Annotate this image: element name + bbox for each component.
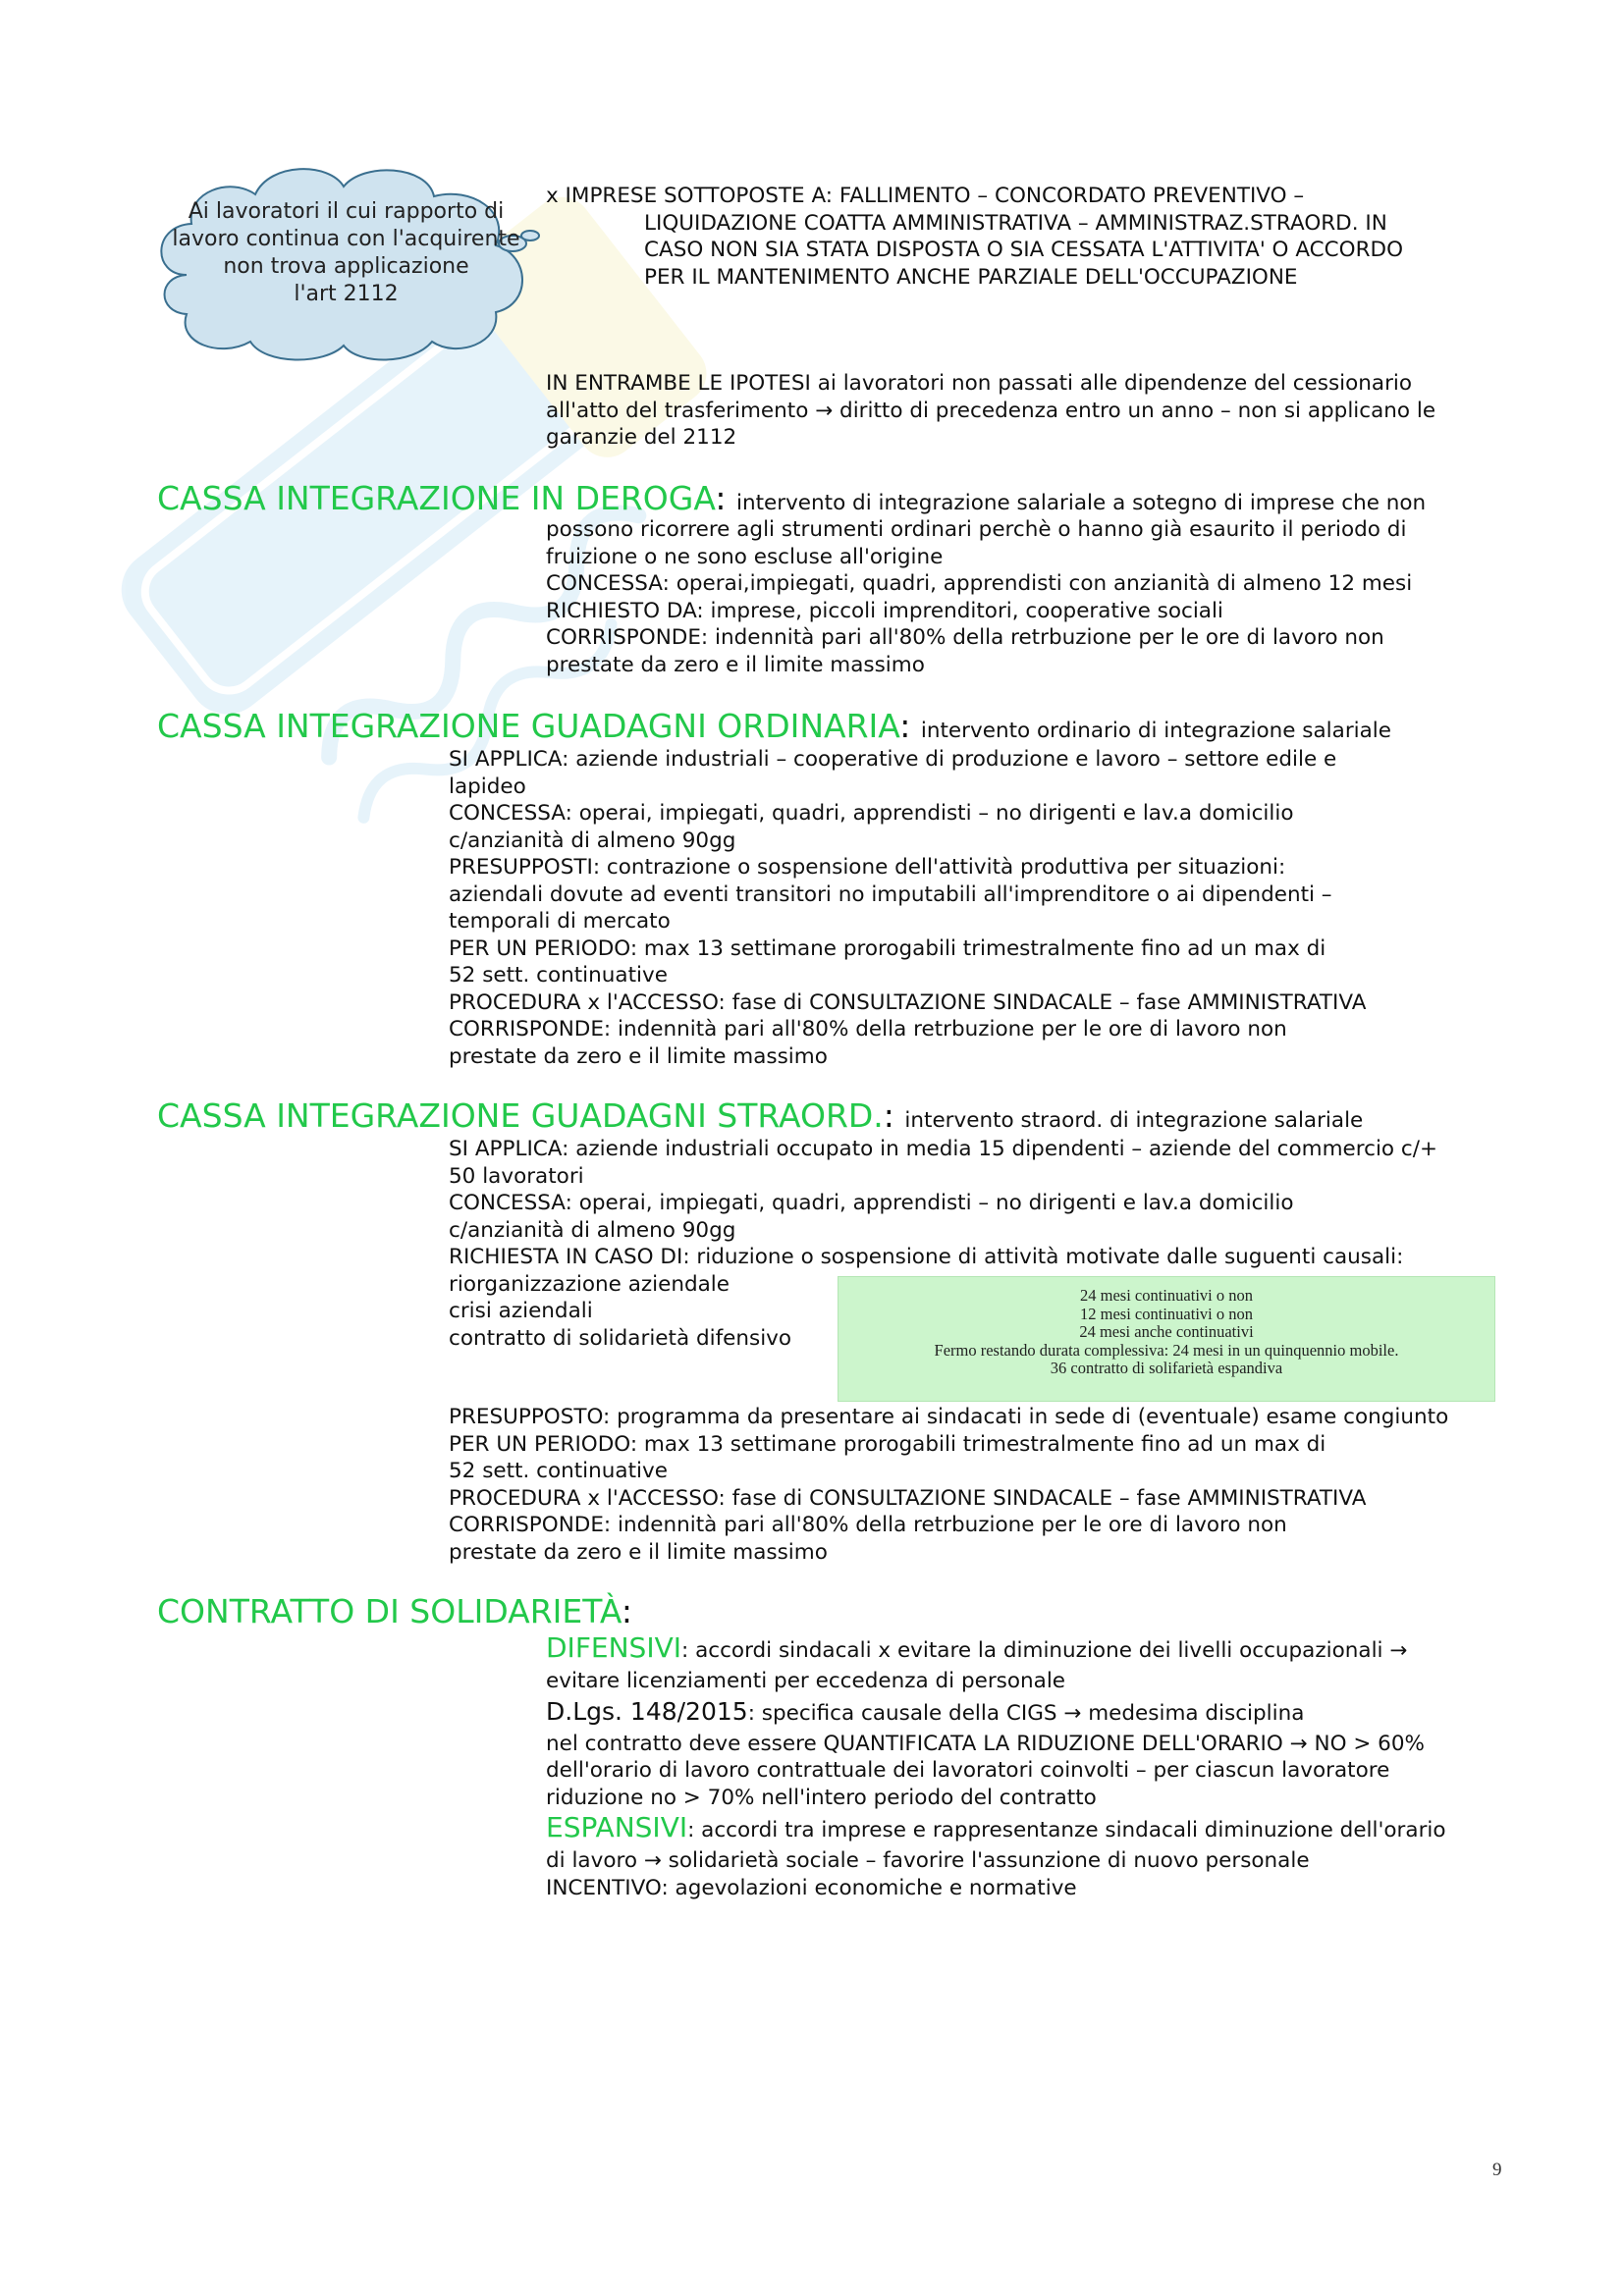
ordinaria-line: CORRISPONDE: indennità pari all'80% della retrbuzione per le ore di lavoro non [449, 1017, 1287, 1041]
imprese-line: LIQUIDAZIONE COATTA AMMINISTRATIVA – AMMINISTRAZ.STRAORD. IN [644, 210, 1387, 236]
deroga-title: CASSA INTEGRAZIONE IN DEROGA [157, 479, 716, 517]
durata-note-box [838, 1276, 1495, 1402]
straord-line: prestate da zero e il limite massimo [449, 1539, 828, 1565]
straord-line: c/anzianità di almeno 90gg [449, 1217, 736, 1243]
ordinaria-line: temporali di mercato [449, 909, 671, 934]
straord-line: CORRISPONDE: indennità pari all'80% della retrbuzione per le ore di lavoro non [449, 1513, 1287, 1537]
dlgs-line: riduzione no > 70% nell'intero periodo del contratto [546, 1785, 1097, 1810]
deroga-line: possono ricorrere agli strumenti ordinari perchè o hanno già esaurito il periodo di [546, 517, 1407, 542]
espansivi-label: ESPANSIVI [546, 1811, 688, 1843]
imprese-block [546, 183, 1403, 291]
straord-line: SI APPLICA: aziende industriali occupato in media 15 dipendenti – aziende del commercio c/+ [449, 1137, 1438, 1161]
ordinaria-line: prestate da zero e il limite massimo [449, 1043, 828, 1069]
ordinaria-line: c/anzianità di almeno 90gg [449, 828, 736, 853]
ordinaria-desc: intervento ordinario di integrazione salariale [920, 719, 1392, 743]
note-line: Fermo restando durata complessiva: 24 mesi in un quinquennio mobile. [934, 1340, 1399, 1360]
section-solidarieta-heading [157, 1592, 632, 1631]
ordinaria-line: PER UN PERIODO: max 13 settimane prorogabili trimestralmente fino ad un max di [449, 935, 1326, 961]
imprese-line: x IMPRESE SOTTOPOSTE A: FALLIMENTO – CONCORDATO PREVENTIVO – [546, 184, 1305, 208]
dlgs-line: nel contratto deve essere QUANTIFICATA LA RIDUZIONE DELL'ORARIO → NO > 60% [546, 1731, 1425, 1756]
cloud-line: lavoro continua con l'acquirente [172, 227, 520, 251]
ordinaria-line: SI APPLICA: aziende industriali – cooperative di produzione e lavoro – settore edile e [449, 747, 1337, 772]
section-ordinaria-heading [157, 707, 1391, 751]
straord-line: RICHIESTA IN CASO DI: riduzione o sospensione di attività motivate dalle suguenti causali: [449, 1245, 1404, 1269]
ipotesi-line: garanzie del 2112 [546, 425, 737, 450]
dlgs-line: dell'orario di lavoro contrattuale dei lavoratori coinvolti – per ciascun lavoratore [546, 1758, 1390, 1783]
page-number: 9 [1492, 2160, 1502, 2180]
ordinaria-title: CASSA INTEGRAZIONE GUADAGNI ORDINARIA [157, 707, 900, 745]
ordinaria-line: aziendali dovute ad eventi transitori no imputabili all'imprenditore o ai dipendenti – [449, 881, 1332, 907]
espansivi-line: di lavoro → solidarietà sociale – favorire l'assunzione di nuovo personale [546, 1848, 1310, 1873]
ordinaria-line: CONCESSA: operai, impiegati, quadri, apprendisti – no dirigenti e lav.a domicilio [449, 801, 1294, 826]
ordinaria-line: 52 sett. continuative [449, 963, 668, 988]
ordinaria-line: PRESUPPOSTI: contrazione o sospensione dell'attività produttiva per situazioni: [449, 855, 1286, 880]
note-line: 24 mesi anche continuativi [1079, 1322, 1254, 1341]
straord-colon: : [883, 1096, 894, 1135]
ordinaria-colon: : [899, 707, 911, 745]
deroga-line: CORRISPONDE: indennità pari all'80% della retrbuzione per le ore di lavoro non [546, 625, 1384, 650]
solidarieta-colon: : [621, 1592, 632, 1630]
straord-line: PRESUPPOSTO: programma da presentare ai sindacati in sede di (eventuale) esame congiunto [449, 1405, 1449, 1429]
straord-line: 50 lavoratori [449, 1163, 584, 1189]
note-line: 12 mesi continuativi o non [1080, 1304, 1253, 1323]
difensivi-text: : accordi sindacali x evitare la diminuzione dei livelli occupazionali → [681, 1638, 1408, 1663]
note-line: 36 contratto di solifarietà espandiva [1050, 1359, 1283, 1377]
section-straord-heading [157, 1096, 1363, 1141]
espansivi-line: INCENTIVO: agevolazioni economiche e normative [546, 1875, 1077, 1900]
deroga-line: prestate da zero e il limite massimo [546, 652, 925, 677]
straord-desc: intervento straord. di integrazione salariale [904, 1108, 1364, 1133]
straord-title: CASSA INTEGRAZIONE GUADAGNI STRAORD. [157, 1096, 884, 1135]
deroga-body [546, 516, 1412, 678]
cloud-line: l'art 2112 [294, 282, 399, 306]
imprese-line: PER IL MANTENIMENTO ANCHE PARZIALE DELL'OCCUPAZIONE [644, 264, 1298, 290]
ordinaria-line: PROCEDURA x l'ACCESSO: fase di CONSULTAZIONE SINDACALE – fase AMMINISTRATIVA [449, 989, 1367, 1015]
ipotesi-line: all'atto del trasferimento → diritto di precedenza entro un anno – non si applicano le [546, 398, 1436, 423]
solidarieta-title: CONTRATTO DI SOLIDARIETÀ [157, 1592, 622, 1630]
difensivi-line: evitare licenziamenti per eccedenza di personale [546, 1669, 1066, 1693]
solidarieta-body [546, 1631, 1446, 1901]
cloud-line: non trova applicazione [223, 254, 469, 279]
imprese-line: CASO NON SIA STATA DISPOSTA O SIA CESSATA L'ATTIVITA' O ACCORDO [644, 238, 1404, 262]
deroga-line: CONCESSA: operai,impiegati, quadri, apprendisti con anzianità di almeno 12 mesi [546, 571, 1413, 596]
espansivi-text: : accordi tra imprese e rappresentanze sindacali diminuzione dell'orario [687, 1818, 1446, 1842]
straord-line: PROCEDURA x l'ACCESSO: fase di CONSULTAZIONE SINDACALE – fase AMMINISTRATIVA [449, 1485, 1367, 1511]
difensivi-label: DIFENSIVI [546, 1631, 682, 1664]
straord-line: 52 sett. continuative [449, 1459, 668, 1483]
ipotesi-line: IN ENTRAMBE LE IPOTESI ai lavoratori non passati alle dipendenze del cessionario [546, 371, 1413, 396]
straord-body-bottom [449, 1404, 1448, 1566]
ordinaria-body [449, 746, 1366, 1070]
cloud-callout [157, 198, 535, 308]
deroga-colon: : [715, 479, 727, 517]
deroga-line: RICHIESTO DA: imprese, piccoli imprenditori, cooperative sociali [546, 598, 1223, 623]
straord-line: crisi aziendali [449, 1299, 593, 1323]
cloud-line: Ai lavoratori il cui rapporto di [188, 199, 505, 224]
dlgs-label: D.Lgs. 148/2015 [546, 1696, 748, 1726]
note-line: 24 mesi continuativi o non [1080, 1286, 1253, 1305]
straord-line: CONCESSA: operai, impiegati, quadri, apprendisti – no dirigenti e lav.a domicilio [449, 1191, 1294, 1215]
ordinaria-line: lapideo [449, 774, 526, 799]
straord-line: contratto di solidarietà difensivo [449, 1325, 792, 1351]
deroga-line: fruizione o ne sono escluse all'origine [546, 544, 944, 569]
ipotesi-block [546, 370, 1435, 452]
deroga-desc: intervento di integrazione salariale a sotegno di imprese che non [735, 491, 1427, 515]
straord-line: riorganizzazione aziendale [449, 1271, 730, 1297]
dlgs-text: : specifica causale della CIGS → medesima disciplina [747, 1700, 1305, 1726]
straord-line: PER UN PERIODO: max 13 settimane prorogabili trimestralmente fino ad un max di [449, 1431, 1326, 1457]
